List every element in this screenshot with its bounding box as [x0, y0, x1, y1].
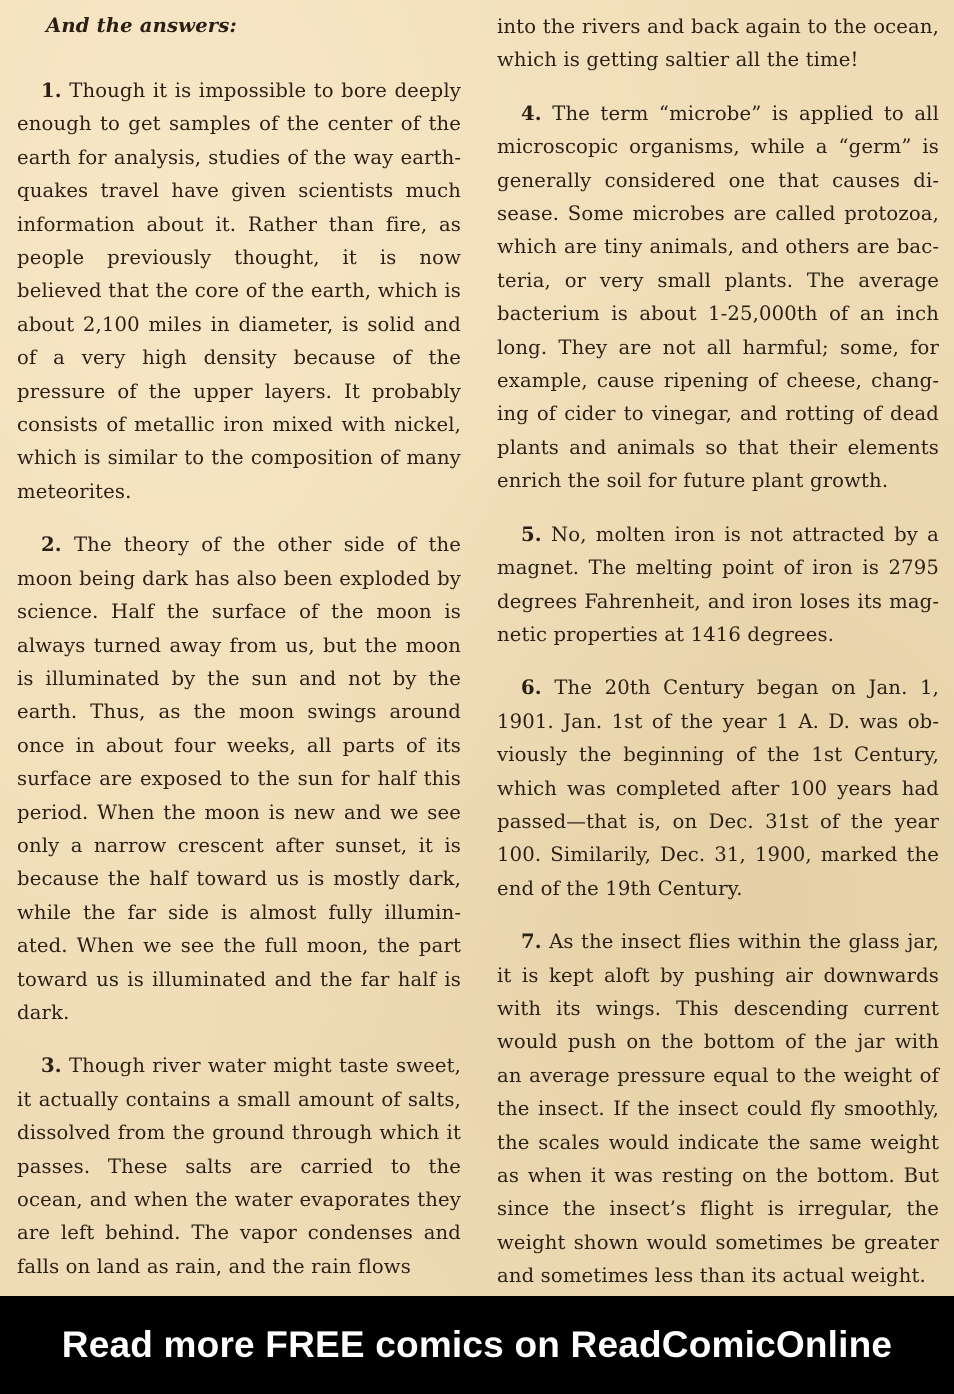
answer-5 — [497, 518, 939, 652]
answer-text: The 20th Century began on Jan. 1, 1901. Jan. 1st of the year 1 A. D. was obviously the beginning of the 1st Century, which was completed after 100 years had passed—that is, on Dec. 31st of the year 100. Similarily, Dec. 31, 1900, marked the end of the 19th Century. — [497, 676, 939, 900]
promo-banner — [0, 1296, 954, 1394]
answer-number: 5. — [521, 522, 542, 546]
answer-text: The term “microbe” is applied to all microscopic organisms, while a “germ” is generally considered one that causes disease. Some microbes are called protozoa, which are tiny animals, and others are bacteria, or very small plants. The average bacterium is about 1-25,000th of an inch long. They are not all harmful; some, for example, cause ripening of cheese, changing of cider to vinegar, and rotting of dead plants and animals so that their elements enrich the soil for future plant growth. — [497, 101, 939, 493]
answer-2 — [17, 528, 461, 1029]
answer-number: 3. — [41, 1054, 62, 1078]
answer-text: Though river water might taste sweet, it actually contains a small amount of salts, dissolved from the ground through which it passes. These salts are carried to the ocean, and when the water evaporates they are left behind. The vapor condenses and falls on land as rain, and the rain flows — [17, 1054, 461, 1278]
answer-text: No, molten iron is not attracted by a magnet. The melting point of iron is 2795 degrees Fahrenheit, and iron loses its magnetic properties at 1416 degrees. — [497, 522, 939, 646]
answer-number: 4. — [521, 101, 542, 125]
answer-number: 6. — [521, 676, 542, 700]
answer-number: 1. — [41, 79, 62, 102]
answer-text: Though it is impossible to bore deeply enough to get samples of the center of the earth for analysis, studies of the way earthquakes travel have given scientists much information about it. Rather than fire, as people previously thought, it is now believed that the core of the earth, which is about 2,100 miles in diameter, is solid and of a very high density because of the pressure of the upper layers. It probably consists of metallic iron mixed with nickel, which is similar to the composition of many meteorites. — [17, 79, 461, 503]
answer-6 — [497, 671, 939, 905]
right-column — [497, 0, 939, 1293]
answers-heading: And the answers: — [46, 14, 237, 37]
answer-text: The theory of the other side of the moon being dark has also been exploded by science. Half the surface of the moon is always turned away from us, but the moon is illuminated by the sun and not by the earth. Thus, as the moon swings around once in about four weeks, all parts of its surface are exposed to the sun for half this period. When the moon is new and we see only a narrow crescent after sunset, it is because the half toward us is mostly dark, while the far side is almost fully illuminated. When we see the full moon, the part toward us is illuminated and the far half is dark. — [17, 533, 461, 1024]
answer-text: As the insect flies within the glass jar, it is kept aloft by pushing air downwards with its wings. This descending current would push on the bottom of the jar with an average pressure equal to the weight of the insect. If the insect could fly smoothly, the scales would indicate the same weight as when it was resting on the bottom. But since the insect’s flight is irregular, the weight shown would sometimes be greater and sometimes less than its actual weight. — [497, 930, 939, 1288]
answer-7 — [497, 925, 939, 1292]
answer-number: 2. — [41, 533, 62, 557]
answer-number: 7. — [521, 930, 542, 954]
left-column — [17, 0, 461, 1283]
answer-3 — [17, 1049, 461, 1283]
answer-1 — [17, 74, 461, 508]
answer-4 — [497, 97, 939, 498]
promo-link[interactable]: Read more FREE comics on ReadComicOnline — [61, 1324, 893, 1365]
answer-3-continuation: into the rivers and back again to the ocean, which is getting saltier all the time! — [497, 15, 939, 72]
